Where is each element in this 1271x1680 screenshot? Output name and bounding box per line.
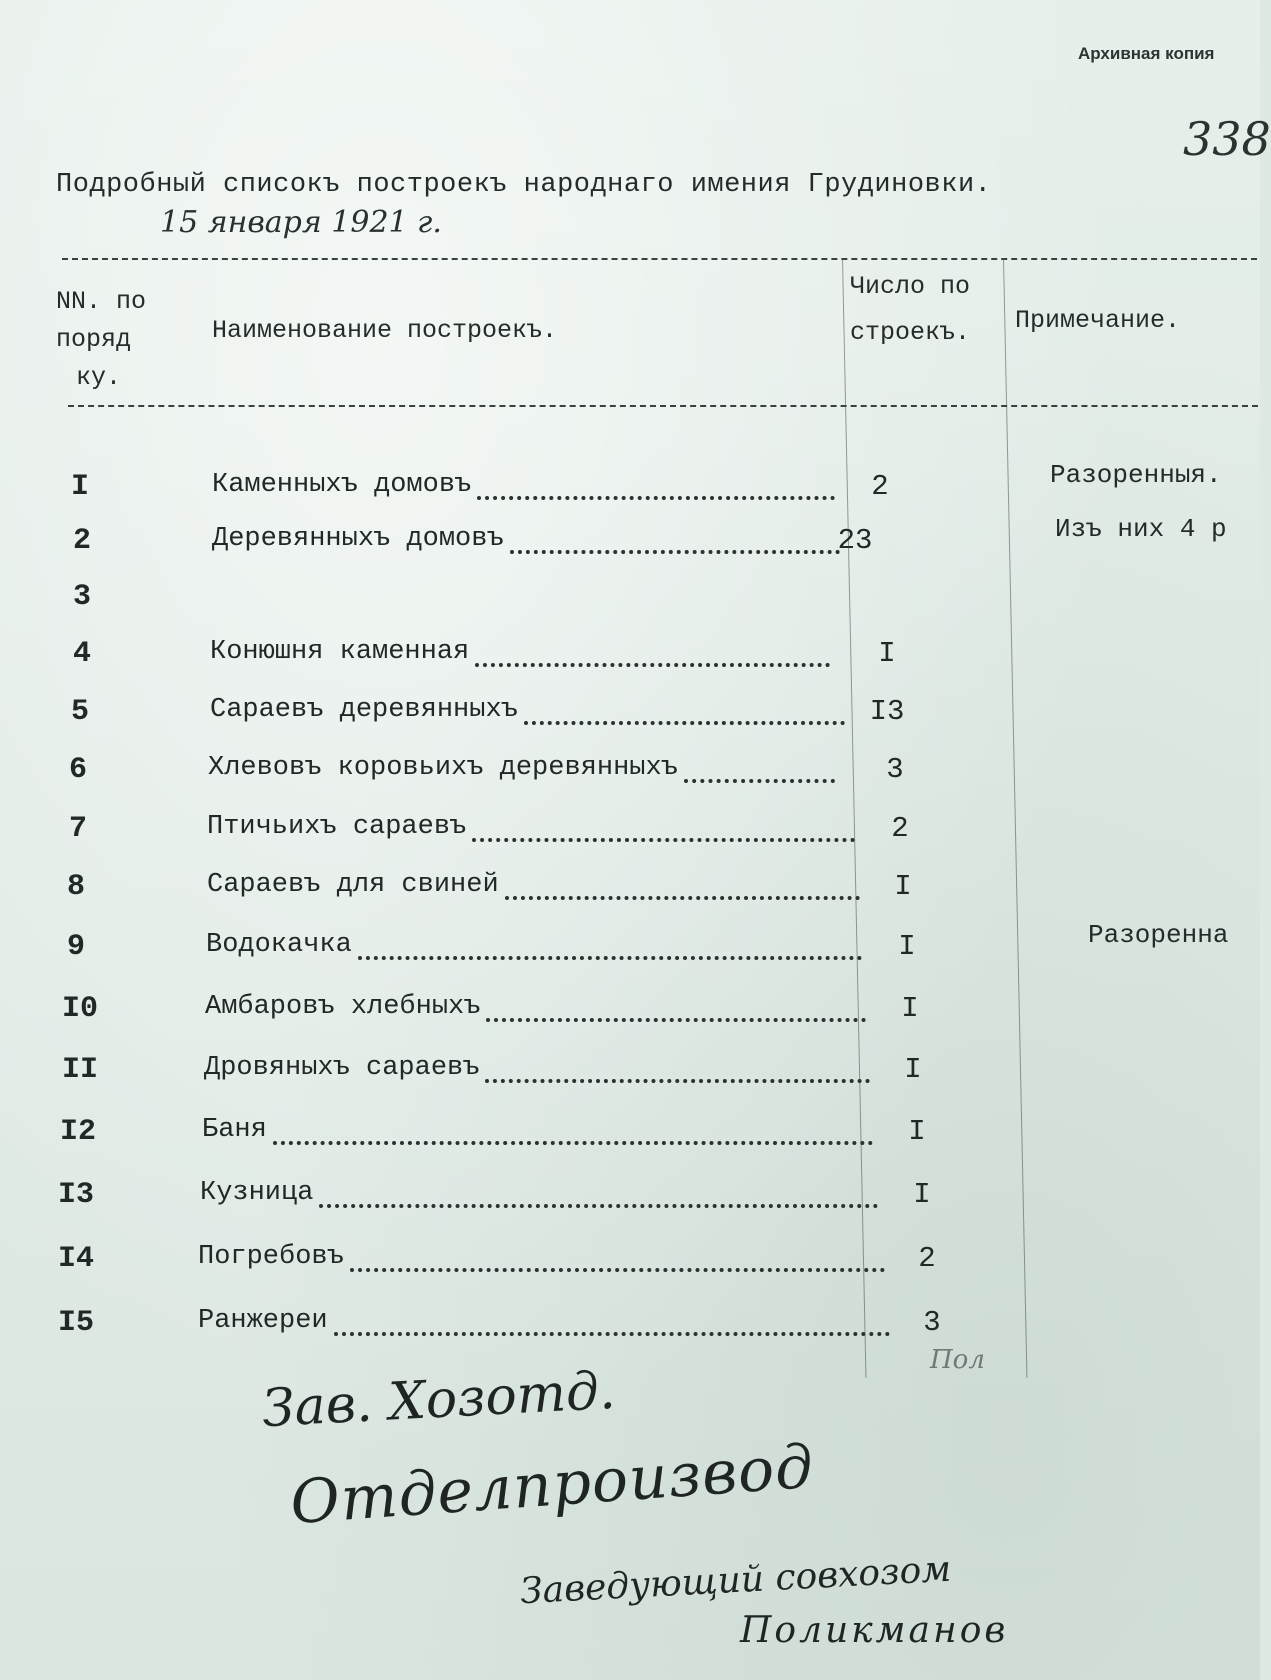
building-name: Птичьихъ сараевъ	[207, 812, 467, 842]
building-name: Каменныхъ домовъ	[212, 470, 472, 500]
table-row	[0, 920, 1260, 980]
archive-number: 338	[1183, 112, 1271, 166]
dot-leader	[524, 721, 845, 725]
building-name: Сараевъ деревянныхъ	[210, 695, 518, 725]
header-number-line-3: ку.	[76, 363, 122, 392]
building-count: I	[913, 1178, 931, 1211]
building-count: 2	[871, 470, 889, 503]
row-number: I3	[57, 1178, 94, 1212]
row-number: 6	[68, 753, 87, 787]
dot-leader	[475, 663, 830, 667]
building-count: I	[898, 930, 916, 963]
building-count: 2	[891, 812, 909, 845]
building-count: I	[904, 1053, 922, 1086]
dot-leader	[472, 838, 855, 842]
building-count: I3	[869, 695, 905, 728]
dot-leader	[486, 1018, 866, 1022]
building-count: I	[878, 637, 896, 670]
building-name: Погребовъ	[198, 1242, 344, 1272]
footer-signer-name: Поликманов	[740, 1610, 1009, 1651]
dot-leader	[358, 956, 862, 960]
dot-leader	[505, 896, 860, 900]
header-count-line-2: строекъ.	[850, 318, 971, 347]
header-note: Примечание.	[1015, 306, 1181, 335]
building-name: Баня	[202, 1115, 267, 1145]
building-name: Ранжереи	[198, 1306, 328, 1336]
header-number-line-1: NN. по	[56, 287, 147, 316]
table-row	[0, 1242, 1260, 1292]
building-note: Изъ них 4 р	[1055, 514, 1227, 544]
row-number: 7	[68, 812, 87, 846]
table-row	[0, 695, 1260, 745]
header-count	[850, 268, 970, 352]
table-row	[0, 992, 1260, 1042]
row-number: 2	[72, 524, 91, 558]
document-title: Подробный списокъ построекъ народнаго имения Грудиновки.	[56, 170, 992, 200]
building-count: I	[894, 870, 912, 903]
building-name: Деревянныхъ домовъ	[212, 524, 504, 554]
table-row	[0, 580, 1260, 630]
signature-name: Отделпроизвод	[288, 1431, 817, 1539]
building-name: Конюшня каменная	[210, 637, 470, 667]
building-count: I	[908, 1115, 926, 1148]
building-name: Хлевовъ коровьихъ деревянныхъ	[208, 753, 678, 783]
dot-leader	[319, 1204, 878, 1208]
building-name: Сараевъ для свиней	[207, 870, 499, 900]
dot-leader	[684, 779, 835, 783]
header-top-rule	[62, 258, 1257, 260]
table-row	[0, 1178, 1260, 1228]
header-bottom-rule	[68, 405, 1258, 407]
building-count: 3	[886, 753, 904, 786]
handwritten-date: 15 января 1921 г.	[160, 205, 442, 240]
building-name: Дровяныхъ сараевъ	[204, 1053, 480, 1083]
table-row	[0, 1053, 1260, 1103]
footer-position: Заведующий совхозом	[519, 1548, 953, 1613]
table-row	[0, 637, 1260, 687]
table-row	[0, 812, 1260, 862]
row-number: I5	[57, 1306, 94, 1340]
row-number: I4	[57, 1242, 94, 1276]
header-number	[56, 283, 146, 397]
row-number: 3	[72, 580, 91, 614]
dot-leader	[485, 1079, 870, 1083]
header-name: Наименование построекъ.	[212, 316, 558, 345]
building-name: Водокачка	[206, 930, 352, 960]
archive-copy-stamp: Архивная копия	[1078, 44, 1215, 63]
dot-leader	[477, 496, 835, 500]
dot-leader	[350, 1268, 885, 1272]
row-number: 4	[72, 637, 91, 671]
dot-leader	[273, 1141, 873, 1145]
row-number: 8	[66, 870, 85, 904]
table-row	[0, 514, 1260, 574]
building-count: I	[901, 992, 919, 1025]
building-count: 2	[918, 1242, 936, 1275]
row-number: 5	[70, 695, 89, 729]
header-count-line-1: Число по	[850, 272, 971, 301]
header-number-line-2: поряд	[56, 325, 132, 354]
table-row	[0, 1306, 1260, 1356]
building-count: 23	[837, 524, 873, 557]
row-number: 9	[66, 930, 85, 964]
row-number: I2	[59, 1115, 96, 1149]
building-note: Разоренныя.	[1050, 460, 1222, 490]
table-row	[0, 870, 1260, 920]
table-row	[0, 753, 1260, 803]
dot-leader	[334, 1332, 890, 1336]
dot-leader	[510, 550, 840, 554]
building-name: Кузница	[200, 1178, 314, 1208]
table-row	[0, 1115, 1260, 1165]
building-note: Разоренна	[1088, 920, 1229, 950]
signature-title: Зав. Хозотд.	[260, 1360, 617, 1440]
building-name: Амбаровъ хлебныхъ	[205, 992, 481, 1022]
faint-mark: Пол	[930, 1345, 985, 1375]
row-number: I0	[61, 992, 98, 1026]
table-row	[0, 460, 1260, 520]
building-count: 3	[923, 1306, 941, 1339]
row-number: II	[61, 1053, 98, 1087]
row-number: I	[70, 470, 89, 504]
